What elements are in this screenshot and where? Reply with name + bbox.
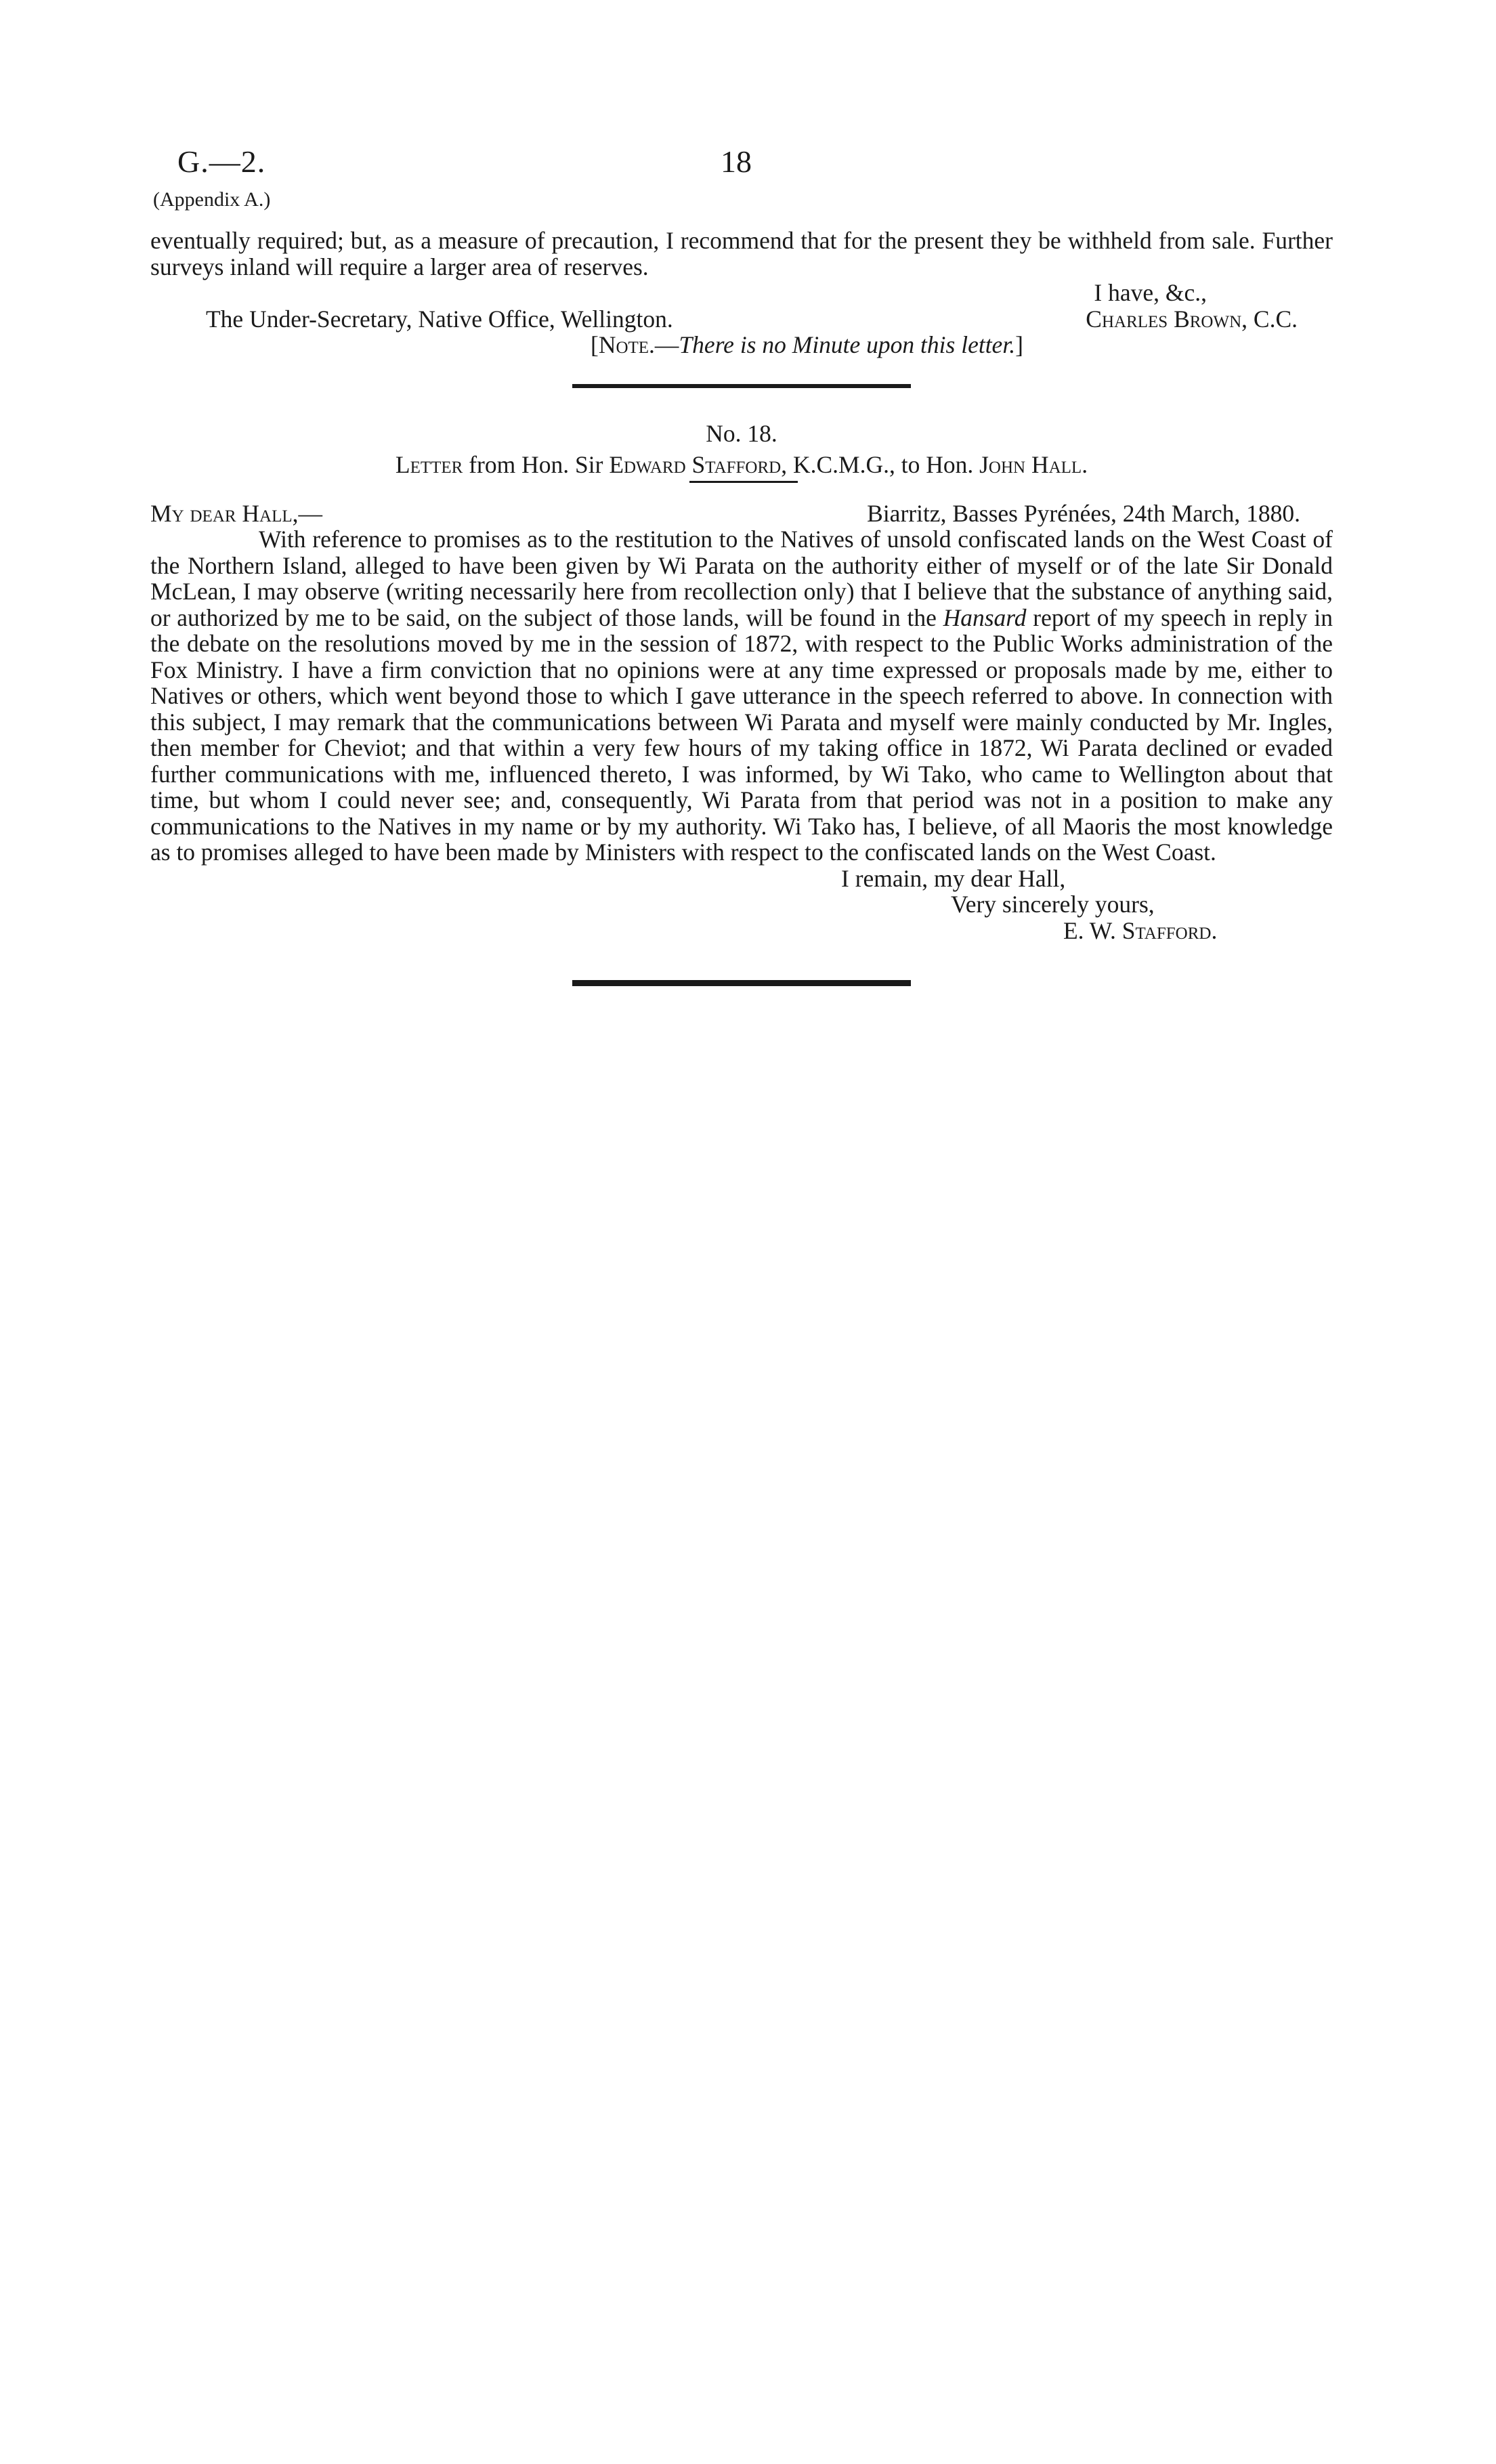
heading-from: from Hon. Sir: [463, 451, 610, 478]
heading-recipient: John Hall: [979, 451, 1082, 478]
editorial-note: [150, 332, 1333, 358]
closing-line-1: I remain, my dear Hall,: [841, 864, 1066, 892]
note-label: [Note.—: [591, 331, 679, 358]
body-text-1: With reference to promises as to the restitution to the Natives of unsold confiscated lands on the West Coast of the Northern Island, alleged to have been given by Wi Parata on the authority either of myself or of the late Sir Donald McLean, I may observe (writing necessarily here from recollection only) that I believe that the substance of anything said, or authorized by me to be said, on the subject of those lands, will be found in the: [150, 526, 1333, 631]
letter-closing: I have, &c.,: [1094, 279, 1207, 306]
end-divider: [572, 980, 911, 986]
heading-sender: Edward Stafford: [609, 451, 782, 478]
heading-underline: [689, 481, 798, 483]
note-end: ]: [1015, 331, 1023, 358]
section-divider: [572, 384, 911, 388]
signature-stafford: E. W. Stafford.: [1063, 916, 1218, 944]
appendix-label: (Appendix A.): [153, 188, 271, 211]
page-header: [150, 144, 1333, 211]
document-code: G.—2.: [177, 144, 266, 179]
closing-line-2: Very sincerely yours,: [951, 891, 1155, 918]
place-date: Biarritz, Basses Pyrénées, 24th March, 1880.: [867, 499, 1300, 527]
page-number: 18: [721, 144, 752, 179]
letter-number: No. 18.: [706, 419, 777, 447]
heading-letter-word: Letter: [395, 451, 463, 478]
addressee: The Under-Secretary, Native Office, Wellington.: [206, 305, 673, 333]
salutation: My dear Hall,—: [150, 499, 323, 527]
heading-honours: , K.C.M.G., to Hon.: [781, 451, 980, 478]
document-page: [150, 144, 1333, 986]
heading-end: .: [1082, 451, 1088, 478]
note-text: There is no Minute upon this letter.: [679, 331, 1016, 358]
addressee-signature-row: [150, 306, 1333, 333]
body-text-2: report of my speech in reply in the debate on the resolutions moved by me in the session of 1872, with respect to the Public Works administration of the Fox Ministry. I have a firm conviction that no opinions were at any time expressed or proposals made by me, either to Natives or others, which went beyond those to which I gave utterance in the speech referred to above. In connection with this subject, I may remark that the communications between Wi Parata and myself were mainly conducted by Mr. Ingles, then member for Cheviot; and that within a very few hours of my taking office in 1872, Wi Parata declined or evaded further communications with me, influenced thereto, I was informed, by Wi Tako, who came to Wellington about that time, but whom I could never see; and, consequently, Wi Parata from that period was not in a position to make any communications to the Natives in my name or by my authority. Wi Tako has, I believe, of all Maoris the most knowledge as to promises alleged to have been made by Ministers with respect to the confiscated lands on the West Coast.: [150, 603, 1333, 866]
letter-heading: [150, 452, 1333, 478]
body-italic: Hansard: [943, 603, 1027, 631]
letter-body: [150, 526, 1333, 866]
signature-brown: Charles Brown, C.C.: [1086, 305, 1298, 333]
letter-continuation: eventually required; but, as a measure of precaution, I recommend that for the present they be withheld from sale. Further surveys inland will require a larger area of reserves.: [150, 227, 1333, 280]
salutation-row: [150, 501, 1333, 527]
